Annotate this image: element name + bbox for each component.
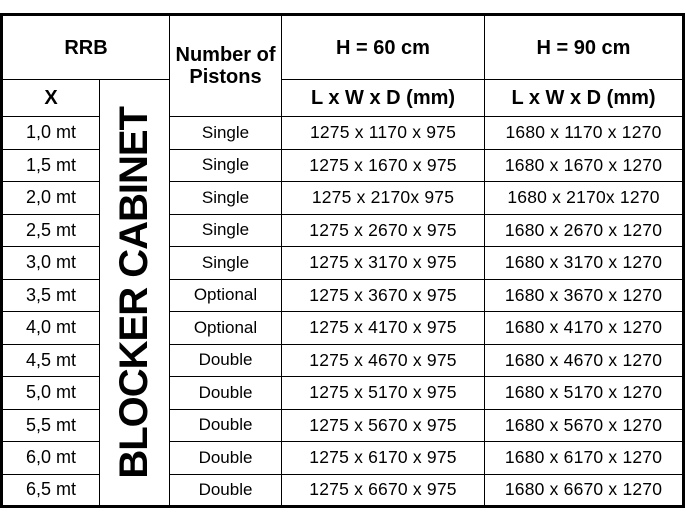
header-h90: H = 90 cm <box>485 15 684 80</box>
h60-dims-cell: 1275 x 5170 x 975 <box>282 377 485 410</box>
h90-dims-cell: 1680 x 2670 x 1270 <box>485 214 684 247</box>
header-x: X <box>2 80 100 117</box>
cabinet-vertical-label: BLOCKER CABINET <box>112 106 156 479</box>
header-h60: H = 60 cm <box>282 15 485 80</box>
x-cell: 2,0 mt <box>2 182 100 215</box>
cabinet-cell <box>100 80 170 507</box>
h60-dims-cell: 1275 x 6670 x 975 <box>282 474 485 507</box>
x-cell: 5,0 mt <box>2 377 100 410</box>
pistons-cell: Single <box>170 214 282 247</box>
x-cell: 3,5 mt <box>2 279 100 312</box>
pistons-cell: Double <box>170 474 282 507</box>
pistons-cell: Optional <box>170 312 282 345</box>
h90-dims-cell: 1680 x 6170 x 1270 <box>485 442 684 475</box>
h60-dims-cell: 1275 x 4670 x 975 <box>282 344 485 377</box>
h90-dims-cell: 1680 x 2170x 1270 <box>485 182 684 215</box>
x-cell: 6,5 mt <box>2 474 100 507</box>
header-number-of-pistons: Number of Pistons <box>170 15 282 117</box>
x-cell: 2,5 mt <box>2 214 100 247</box>
h60-dims-cell: 1275 x 2170x 975 <box>282 182 485 215</box>
pistons-cell: Single <box>170 182 282 215</box>
h60-dims-cell: 1275 x 3170 x 975 <box>282 247 485 280</box>
h60-dims-cell: 1275 x 4170 x 975 <box>282 312 485 345</box>
x-cell: 3,0 mt <box>2 247 100 280</box>
cabinet-label-wrap <box>102 81 167 505</box>
x-cell: 1,0 mt <box>2 117 100 150</box>
pistons-cell: Double <box>170 409 282 442</box>
h60-dims-cell: 1275 x 3670 x 975 <box>282 279 485 312</box>
x-cell: 5,5 mt <box>2 409 100 442</box>
x-cell: 4,5 mt <box>2 344 100 377</box>
x-cell: 4,0 mt <box>2 312 100 345</box>
h60-dims-cell: 1275 x 1170 x 975 <box>282 117 485 150</box>
h90-dims-cell: 1680 x 3170 x 1270 <box>485 247 684 280</box>
h60-dims-cell: 1275 x 5670 x 975 <box>282 409 485 442</box>
pistons-cell: Single <box>170 149 282 182</box>
h90-dims-cell: 1680 x 5170 x 1270 <box>485 377 684 410</box>
pistons-cell: Double <box>170 442 282 475</box>
blocker-cabinet-spec-table <box>0 13 685 508</box>
pistons-cell: Double <box>170 344 282 377</box>
h60-dims-cell: 1275 x 2670 x 975 <box>282 214 485 247</box>
h90-dims-cell: 1680 x 1170 x 1270 <box>485 117 684 150</box>
h90-dims-cell: 1680 x 4170 x 1270 <box>485 312 684 345</box>
pistons-cell: Single <box>170 117 282 150</box>
h60-dims-cell: 1275 x 1670 x 975 <box>282 149 485 182</box>
x-cell: 6,0 mt <box>2 442 100 475</box>
header-dims-h90: L x W x D (mm) <box>485 80 684 117</box>
h90-dims-cell: 1680 x 4670 x 1270 <box>485 344 684 377</box>
h90-dims-cell: 1680 x 3670 x 1270 <box>485 279 684 312</box>
h60-dims-cell: 1275 x 6170 x 975 <box>282 442 485 475</box>
x-cell: 1,5 mt <box>2 149 100 182</box>
h90-dims-cell: 1680 x 1670 x 1270 <box>485 149 684 182</box>
pistons-cell: Single <box>170 247 282 280</box>
pistons-cell: Optional <box>170 279 282 312</box>
h90-dims-cell: 1680 x 6670 x 1270 <box>485 474 684 507</box>
header-dims-h60: L x W x D (mm) <box>282 80 485 117</box>
h90-dims-cell: 1680 x 5670 x 1270 <box>485 409 684 442</box>
header-rrb: RRB <box>2 15 170 80</box>
pistons-cell: Double <box>170 377 282 410</box>
